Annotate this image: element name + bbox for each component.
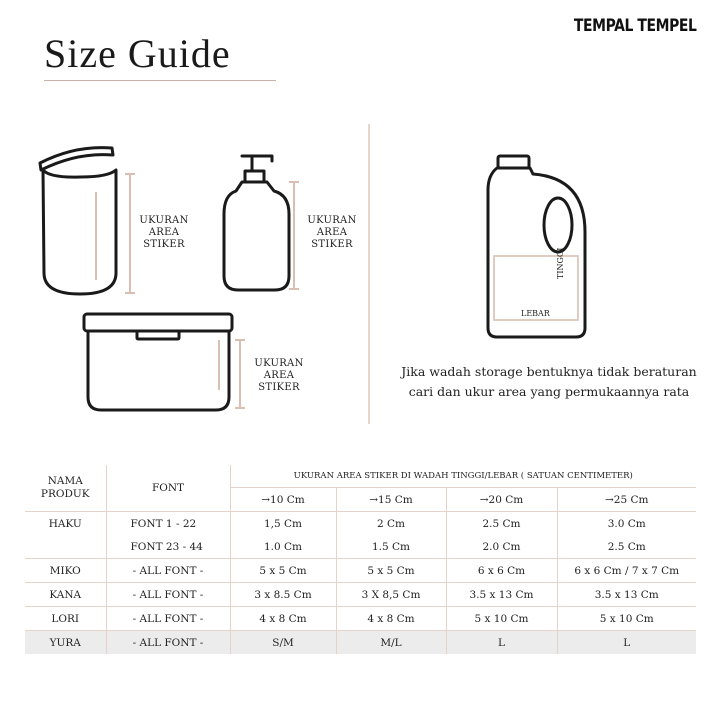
product-cell: HAKU [25,512,106,536]
value-cell: 6 x 6 Cm / 7 x 7 Cm [557,559,696,583]
font-cell: - ALL FONT - [106,607,230,631]
table-row [25,631,696,655]
page-title: Size Guide [44,31,231,76]
value-cell: 2 Cm [336,512,446,536]
value-cell: 3.5 x 13 Cm [446,583,557,607]
value-cell: 3.5 x 13 Cm [557,583,696,607]
product-cell: KANA [25,583,106,607]
font-cell: - ALL FONT - [106,559,230,583]
value-cell: 4 x 8 Cm [230,607,336,631]
font-cell: FONT 1 - 22 [106,512,230,536]
value-cell: 1.0 Cm [230,535,336,559]
header-size-15: →15 Cm [336,488,446,512]
table-row [25,512,696,536]
header-size-group: UKURAN AREA STIKER DI WADAH TINGGI/LEBAR ( SATUAN CENTIMETER) [230,465,696,488]
value-cell: 5 x 5 Cm [230,559,336,583]
table-row [25,535,696,559]
value-cell: L [557,631,696,655]
jug-height-label: TINGGI [556,247,565,279]
brand-logo: TEMPAL TEMPEL [573,16,696,36]
value-cell: 5 x 10 Cm [446,607,557,631]
font-cell: - ALL FONT - [106,631,230,655]
value-cell: 1,5 Cm [230,512,336,536]
product-cell: LORI [25,607,106,631]
value-cell: 5 x 10 Cm [557,607,696,631]
bottle-sticker-label: UKURAN AREA STIKER [307,215,357,250]
product-cell: YURA [25,631,106,655]
table-header-row [25,465,696,488]
table-row [25,559,696,583]
value-cell: L [446,631,557,655]
product-cell [25,535,106,559]
table-row [25,607,696,631]
irregular-shape-note: Jika wadah storage bentuknya tidak beraturan cari dan ukur area yang permukaannya rata [401,364,697,399]
value-cell: S/M [230,631,336,655]
value-cell: 3.0 Cm [557,512,696,536]
value-cell: 3 X 8,5 Cm [336,583,446,607]
jar-sticker-label: UKURAN AREA STIKER [139,215,189,250]
font-cell: FONT 23 - 44 [106,535,230,559]
value-cell: 1.5 Cm [336,535,446,559]
pump-bottle-icon [224,156,289,290]
size-table [25,465,696,654]
value-cell: 3 x 8.5 Cm [230,583,336,607]
header-product: NAMA PRODUK [40,475,90,500]
header-size-25: →25 Cm [557,488,696,512]
table-row [25,583,696,607]
value-cell: 5 x 5 Cm [336,559,446,583]
jug-width-label: LEBAR [521,309,550,318]
jar-icon [40,148,116,294]
value-cell: 2.5 Cm [557,535,696,559]
value-cell: 2.0 Cm [446,535,557,559]
product-cell: MIKO [25,559,106,583]
header-size-10: →10 Cm [230,488,336,512]
value-cell: M/L [336,631,446,655]
value-cell: 6 x 6 Cm [446,559,557,583]
font-cell: - ALL FONT - [106,583,230,607]
value-cell: 2.5 Cm [446,512,557,536]
header-size-20: →20 Cm [446,488,557,512]
food-box-icon [84,314,232,410]
header-font: FONT [106,465,230,512]
box-sticker-label: UKURAN AREA STIKER [254,358,304,393]
value-cell: 4 x 8 Cm [336,607,446,631]
